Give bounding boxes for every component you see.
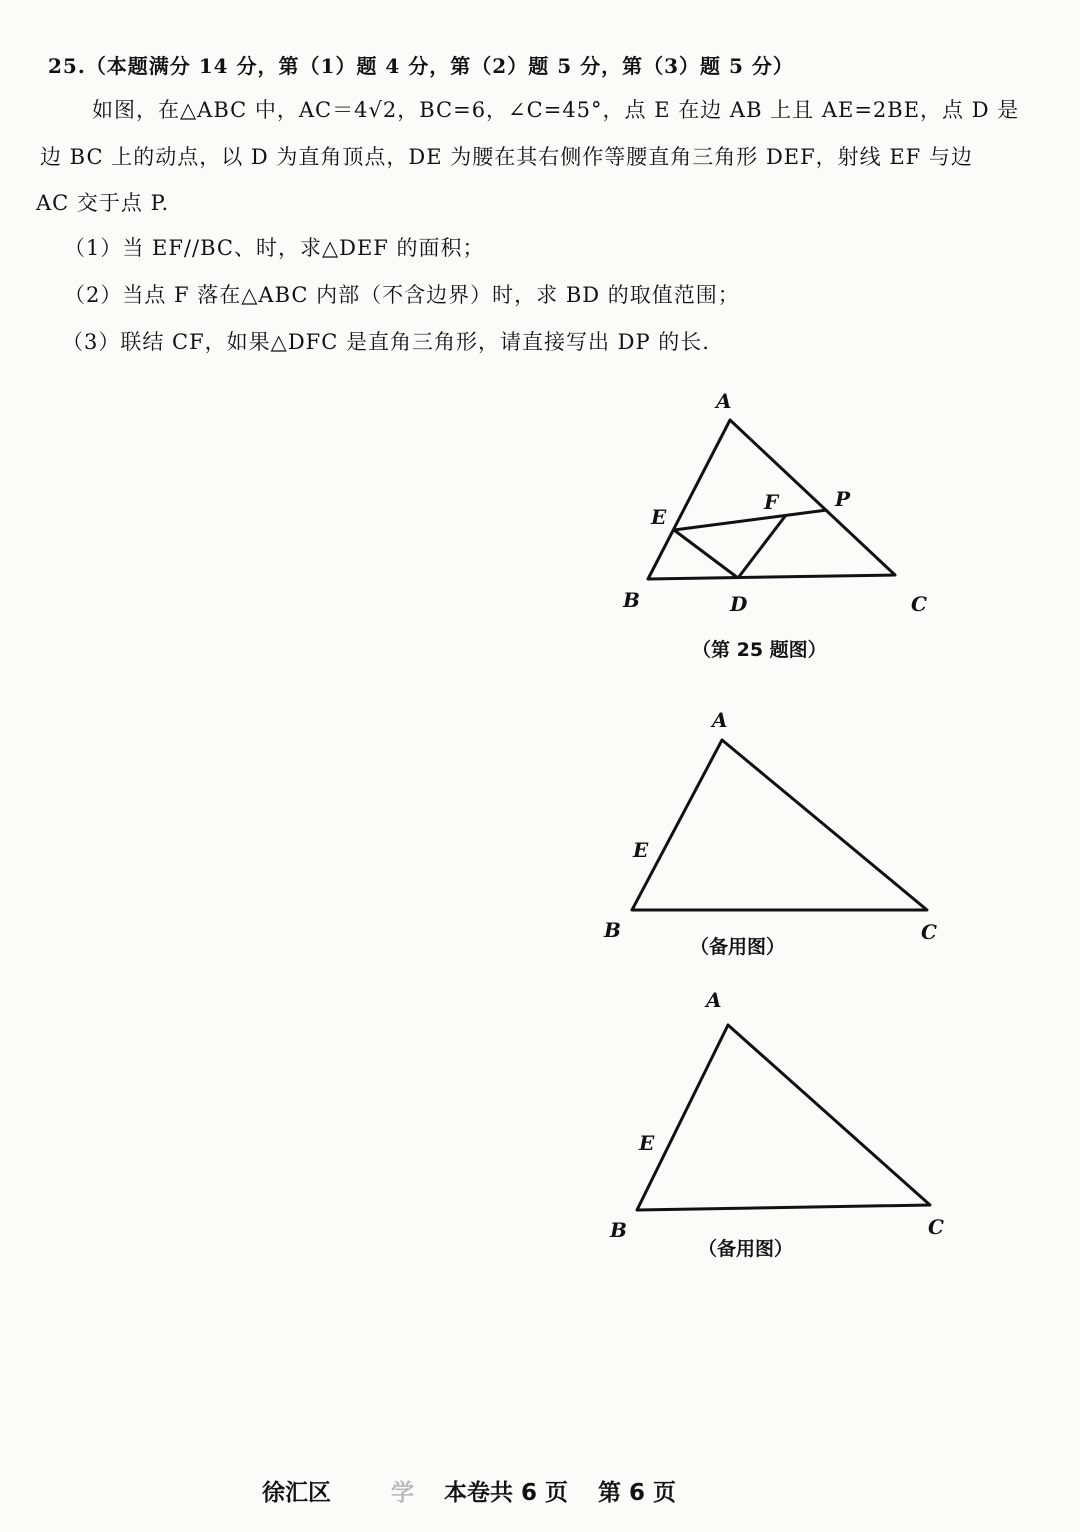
problem-statement-line-2: 边 BC 上的动点，以 D 为直角顶点，DE 为腰在其右侧作等腰直角三角形 DEF，射线 EF 与边	[40, 145, 973, 169]
segment-ed	[674, 530, 738, 578]
spare2-label-c: C	[928, 1215, 944, 1239]
segment-ep	[674, 510, 827, 530]
page-footer	[262, 1474, 676, 1507]
label-f: F	[764, 490, 779, 514]
question-2: （2）当点 F 落在△ABC 内部（不含边界）时，求 BD 的取值范围；	[64, 283, 740, 307]
footer-page-number: 第 6 页	[598, 1480, 677, 1506]
footer-subject: 学	[391, 1480, 414, 1506]
spare-triangle-2	[637, 1025, 930, 1210]
problem-statement-line-1: 如图，在△ABC 中，AC＝4√2，BC=6，∠C=45°，点 E 在边 AB 上且 AE=2BE，点 D 是	[92, 98, 1020, 122]
footer-district: 徐汇区	[262, 1480, 331, 1506]
caption-spare-1: （备用图）	[690, 936, 786, 958]
problem-statement-line-3: AC 交于点 P.	[36, 191, 170, 215]
caption-spare-2: （备用图）	[698, 1238, 794, 1260]
spare2-label-a: A	[706, 988, 722, 1012]
spare-triangle-1	[632, 740, 927, 910]
label-a: A	[716, 389, 732, 413]
segment-df	[738, 515, 786, 578]
question-3: （3）联结 CF，如果△DFC 是直角三角形，请直接写出 DP 的长.	[62, 330, 710, 354]
spare1-label-c: C	[921, 920, 937, 944]
spare2-label-b: B	[610, 1218, 627, 1242]
footer-total-pages: 本卷共 6 页	[444, 1480, 569, 1506]
problem-header: 25.（本题满分 14 分，第（1）题 4 分，第（2）题 5 分，第（3）题 5 分）	[48, 54, 794, 78]
label-b: B	[623, 588, 640, 612]
label-e: E	[651, 505, 667, 529]
question-1: （1）当 EF//BC、时，求△DEF 的面积；	[64, 236, 485, 260]
label-c: C	[911, 592, 927, 616]
spare1-label-e: E	[633, 838, 649, 862]
spare1-label-b: B	[604, 918, 621, 942]
spare2-label-e: E	[639, 1131, 655, 1155]
caption-main-figure: （第 25 题图）	[692, 639, 827, 661]
label-d: D	[730, 592, 748, 616]
label-p: P	[835, 487, 851, 511]
spare1-label-a: A	[712, 708, 728, 732]
